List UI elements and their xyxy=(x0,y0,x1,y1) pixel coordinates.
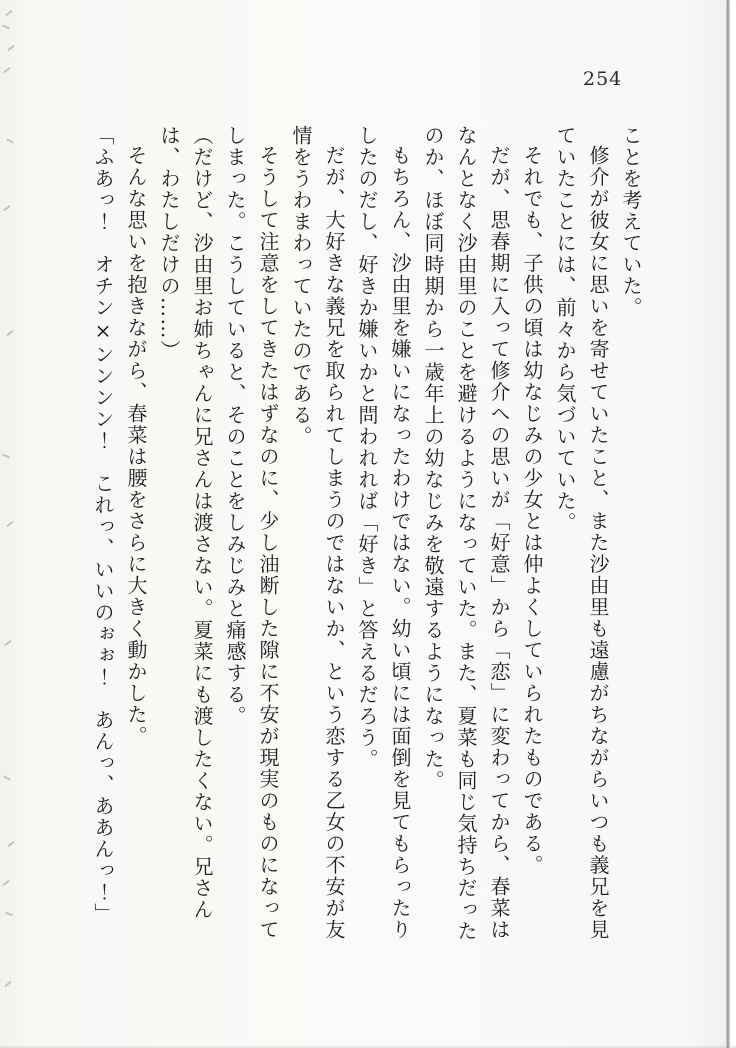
paragraph: それでも、子供の頃は幼なじみの少女とは仲よくしていられたものである。 xyxy=(520,145,544,876)
scan-mark xyxy=(7,841,15,848)
paragraph: もちろん、沙由里を嫌いになったわけではない。幼い頃には面倒を見てもらったりしたのだし、好きか嫌いかと問われれば「好き」と答えるだろう。 xyxy=(355,125,412,941)
scan-mark xyxy=(2,24,10,29)
scan-mark xyxy=(5,912,13,917)
novel-text-block xyxy=(83,125,647,945)
scan-edge-marks xyxy=(0,0,20,1048)
scan-mark xyxy=(6,330,14,337)
scan-mark xyxy=(6,138,14,144)
scan-mark xyxy=(3,205,11,212)
paragraph: そんな思いを抱きながら、春菜は腰をさらに大きく動かした。 xyxy=(124,145,148,747)
page-number: 254 xyxy=(583,68,623,90)
scan-mark xyxy=(2,454,10,459)
scan-mark xyxy=(4,640,12,647)
paragraph: そうして注意をしてきたはずなのに、少し油断した隙に不安が現実のものになってしまった。こうしていると、そのことをしみじみと痛感する。 xyxy=(223,125,280,941)
scan-mark xyxy=(3,775,11,781)
scan-mark xyxy=(2,880,10,887)
scan-mark xyxy=(7,45,15,52)
page-edge-shadow xyxy=(726,0,730,1048)
paragraph: だが、大好きな義兄を取られてしまうのではないか、という恋する乙女の不安が友情をうわまわっていたのである。 xyxy=(289,125,346,941)
paragraph: だが、思春期に入って修介への思いが「好意」から「恋」に変わってから、春菜はなんとなく沙由里のことを避けるようになっていた。また、夏菜も同じ気持ちだったのか、ほぼ同時期から一歳年上の幼なじみを敬遠するようになった。 xyxy=(421,125,511,942)
paragraph-continuation: ことを考えていた。 xyxy=(619,125,643,319)
paragraph-dialogue: 「ふあっ！ オチン×ンンンン！ これっ、いいのぉぉ！ あんっ、ああんっ！」 xyxy=(91,125,115,925)
scan-mark xyxy=(6,521,14,528)
paragraph: 修介が彼女に思いを寄せていたこと、また沙由里も遠慮がちながらいつも義兄を見ていたことには、前々から気づいていた。 xyxy=(553,125,610,941)
scan-mark xyxy=(3,67,11,74)
scan-mark xyxy=(5,10,13,17)
paragraph-inner-monologue: （だけど、沙由里お姉ちゃんに兄さんは渡さない。夏菜にも渡したくない。兄さんは、わたしだけの……） xyxy=(157,125,214,921)
scan-mark xyxy=(4,981,12,988)
